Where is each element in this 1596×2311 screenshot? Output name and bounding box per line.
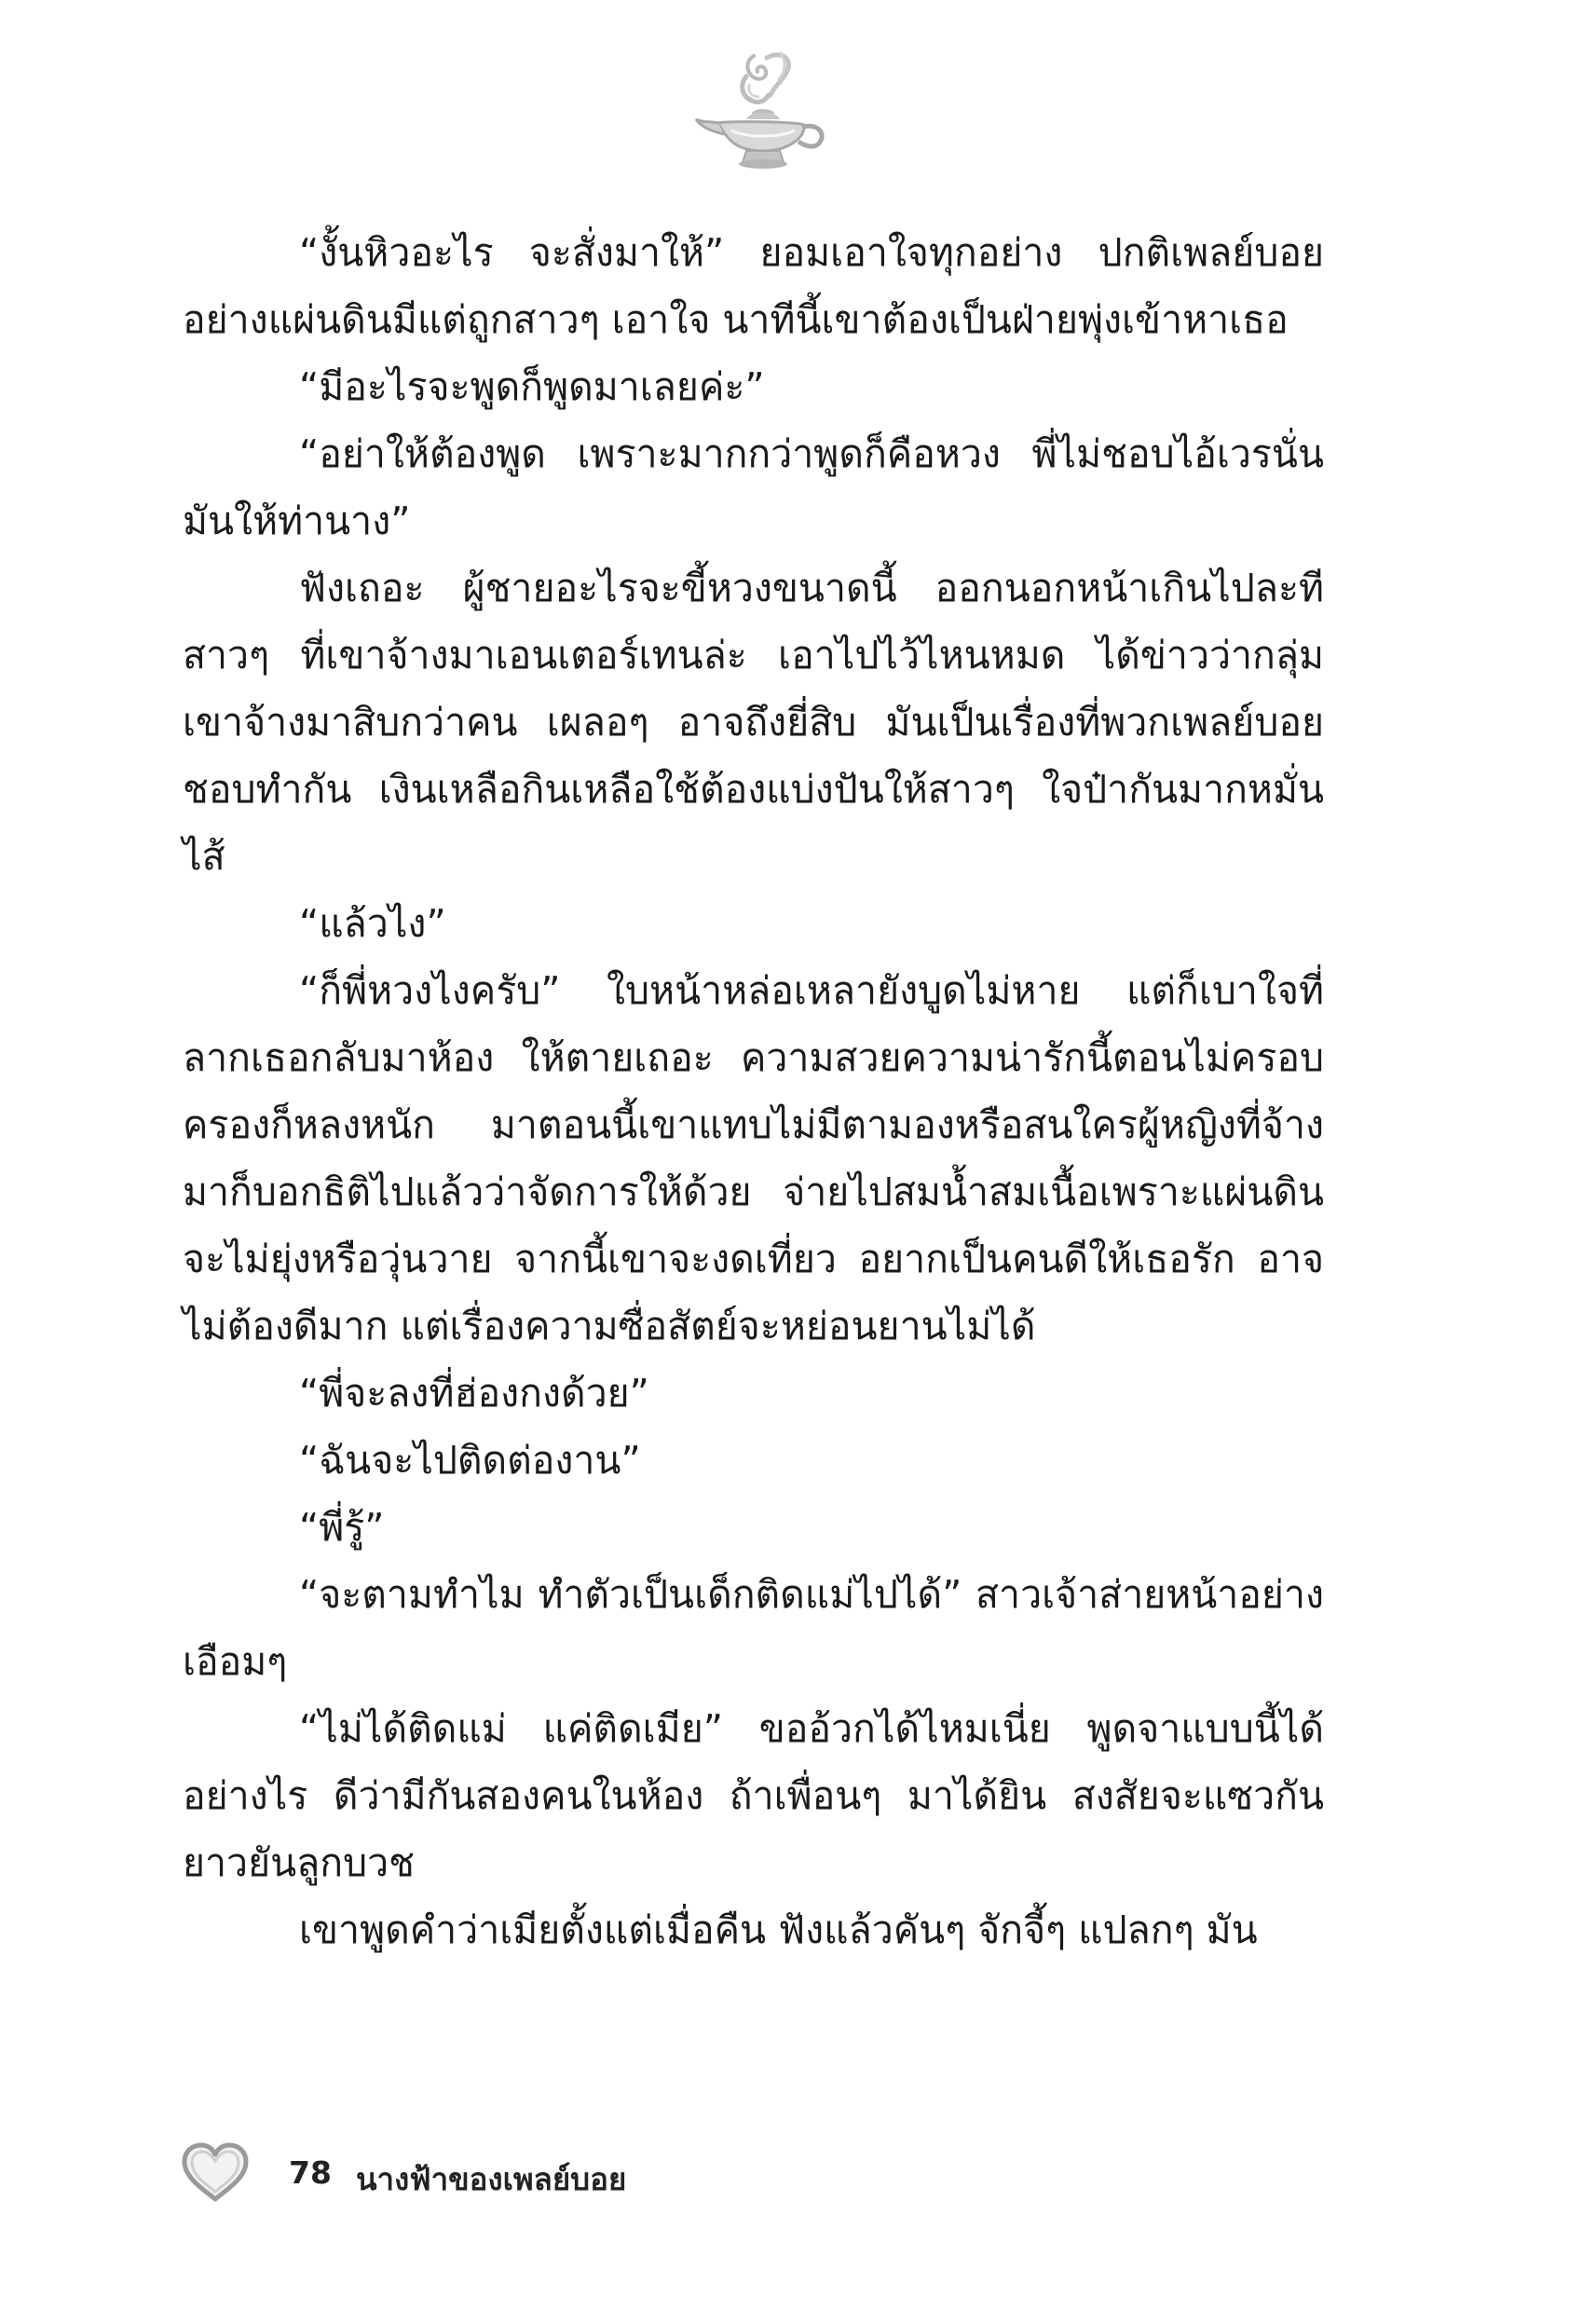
heart-icon (179, 2141, 252, 2205)
paragraph: “มีอะไรจะพูดก็พูดมาเลยค่ะ” (299, 364, 765, 409)
paragraph: “พี่รู้” (299, 1505, 385, 1550)
paragraph: “พี่จะลงที่ฮ่องกงด้วย” (299, 1371, 649, 1415)
paragraph: “อย่าให้ต้องพูด เพราะมากกว่าพูดก็คือหวง พี่ไม่ชอบไอ้เวรนั่นมันให้ท่านาง” (183, 431, 1324, 543)
paragraph: “ก็พี่หวงไงครับ” ใบหน้าหล่อเหลายังบูดไม่หาย แต่ก็เบาใจที่ลากเธอกลับมาห้อง ให้ตายเถอะ ความสวยความน่ารักนี้ตอนไม่ครอบครองก็หลงหนัก มาตอนนี้เขาแทบไม่มีตามองหรือสนใครผู้หญิงที่จ้างมาก็บอกธิติไปแล้วว่าจัดการให้ด้วย จ่ายไปสมน้ำสมเนื้อเพราะแผ่นดินจะไม่ยุ่งหรือวุ่นวาย จากนี้เขาจะงดเที่ยว อยากเป็นคนดีให้เธอรัก อาจไม่ต้องดีมาก แต่เรื่องความซื่อสัตย์จะหย่อนยานไม่ได้ (183, 968, 1324, 1348)
page-footer (179, 2141, 924, 2225)
book-title: นางฟ้าของเพลย์บอย (356, 2161, 627, 2197)
paragraph: “ไม่ได้ติดแม่ แค่ติดเมีย” ขออ้วกได้ไหมเนี่ย พูดจาแบบนี้ได้อย่างไร ดีว่ามีกันสองคนในห้อง ถ้าเพื่อนๆ มาได้ยิน สงสัยจะแซวกันยาวยันลูกบวช (183, 1706, 1324, 1885)
body-text (183, 219, 1324, 2120)
paragraph: เขาพูดคำว่าเมียตั้งแต่เมื่อคืน ฟังแล้วคันๆ จักจี้ๆ แปลกๆ มัน (299, 1908, 1258, 1952)
paragraph: ฟังเถอะ ผู้ชายอะไรจะขี้หวงขนาดนี้ ออกนอกหน้าเกินไปละทีสาวๆ ที่เขาจ้างมาเอนเตอร์เทนล่ะ เอาไปไว้ไหนหมด ได้ข่าวว่ากลุ่มเขาจ้างมาสิบกว่าคน เผลอๆ อาจถึงยี่สิบ มันเป็นเรื่องที่พวกเพลย์บอยชอบทำกัน เงินเหลือกินเหลือใช้ต้องแบ่งปันให้สาวๆ ใจป๋ากันมากหมั่นไส้ (183, 566, 1324, 879)
paragraph: “จะตามทำไม ทำตัวเป็นเด็กติดแม่ไปได้” สาวเจ้าส่ายหน้าอย่างเอือมๆ (183, 1572, 1324, 1684)
paragraph: “งั้นหิวอะไร จะสั่งมาให้” ยอมเอาใจทุกอย่าง ปกติเพลย์บอยอย่างแผ่นดินมีแต่ถูกสาวๆ เอาใจ นาทีนี้เขาต้องเป็นฝ่ายพุ่งเข้าหาเธอ (183, 230, 1324, 342)
paragraph: “แล้วไง” (299, 901, 446, 946)
page-number: 78 (289, 2154, 332, 2191)
paragraph: “ฉันจะไปติดต่องาน” (299, 1438, 641, 1483)
genie-lamp-icon (690, 48, 830, 174)
